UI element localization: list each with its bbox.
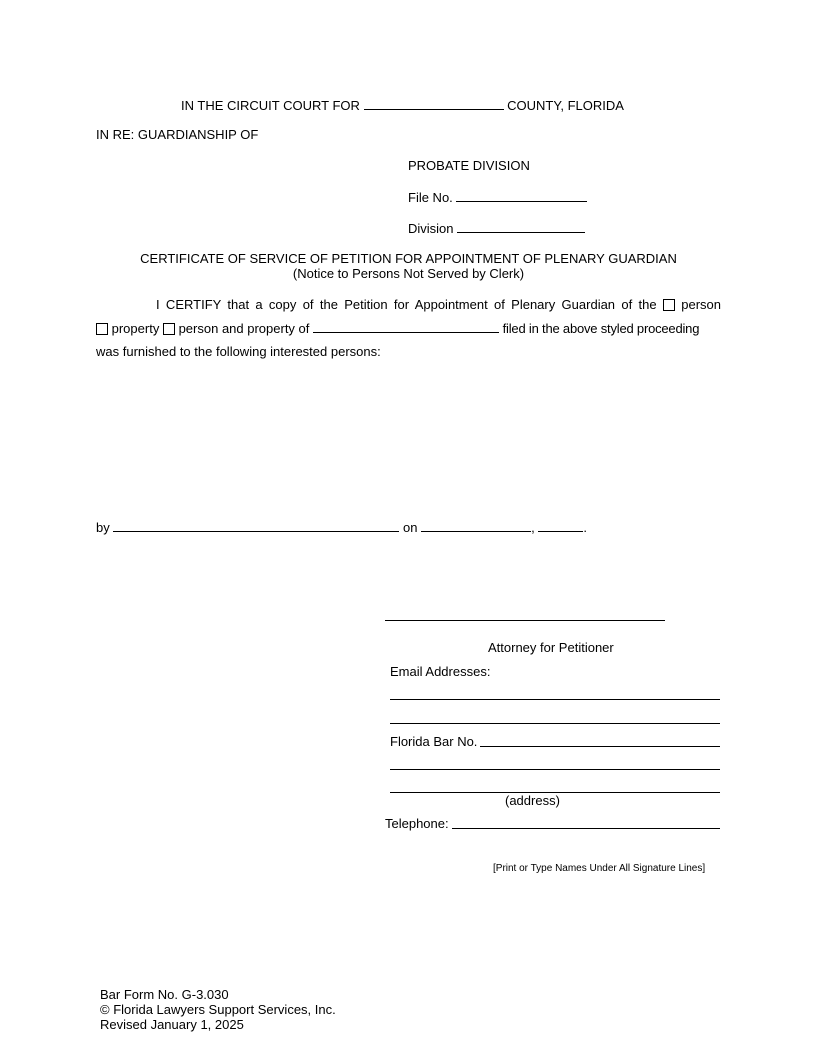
division-row — [408, 220, 585, 236]
served-by-blank[interactable] — [113, 519, 399, 532]
certify-line-1 — [156, 297, 721, 312]
footer-copyright: © Florida Lawyers Support Services, Inc. — [100, 1002, 336, 1017]
checkbox-person[interactable] — [663, 299, 675, 311]
file-no-label: File No. — [408, 190, 453, 205]
telephone-label: Telephone: — [385, 816, 449, 831]
court-caption — [181, 97, 624, 113]
bar-no-label: Florida Bar No. — [390, 734, 478, 749]
print-names-note: [Print or Type Names Under All Signature Lines] — [493, 863, 706, 874]
certify-line-2-end: filed in the above styled proceeding — [502, 321, 700, 336]
option-person-and-property-label: person and property of — [178, 321, 310, 336]
address-label: (address) — [505, 793, 560, 808]
by-label: by — [96, 520, 110, 535]
service-line — [96, 519, 587, 535]
county-blank[interactable] — [364, 97, 504, 110]
date-period: . — [583, 520, 587, 535]
footer-revised: Revised January 1, 2025 — [100, 1017, 244, 1032]
attorney-label: Attorney for Petitioner — [488, 640, 614, 655]
date-comma: , — [531, 520, 535, 535]
probate-division-title: PROBATE DIVISION — [408, 158, 530, 173]
court-caption-suffix: COUNTY, FLORIDA — [507, 98, 624, 113]
division-label: Division — [408, 221, 454, 236]
email-line-2[interactable] — [390, 723, 720, 724]
signature-line[interactable] — [385, 620, 665, 621]
option-property-label: property — [111, 321, 160, 336]
division-blank[interactable] — [457, 220, 585, 233]
file-no-row — [408, 189, 587, 205]
service-date-blank[interactable] — [421, 519, 531, 532]
document-title: CERTIFICATE OF SERVICE OF PETITION FOR APPOINTMENT OF PLENARY GUARDIAN — [140, 251, 677, 266]
email-line-1[interactable] — [390, 699, 720, 700]
certify-text: I CERTIFY that a copy of the Petition for Appointment of Plenary Guardian of the — [156, 297, 657, 312]
option-person-label: person — [681, 297, 721, 312]
address-line-1[interactable] — [390, 769, 720, 770]
email-label: Email Addresses: — [390, 664, 491, 679]
checkbox-property[interactable] — [96, 323, 108, 335]
in-re-label: IN RE: GUARDIANSHIP OF — [96, 127, 259, 142]
bar-no-line[interactable] — [480, 746, 720, 747]
footer-form-no: Bar Form No. G-3.030 — [100, 987, 229, 1002]
service-year-blank[interactable] — [538, 519, 583, 532]
file-no-blank[interactable] — [456, 189, 587, 202]
ward-name-blank[interactable] — [313, 320, 499, 333]
certify-line-2 — [96, 320, 721, 336]
document-subtitle: (Notice to Persons Not Served by Clerk) — [292, 266, 525, 281]
checkbox-person-and-property[interactable] — [163, 323, 175, 335]
on-label: on — [402, 520, 418, 535]
certify-line-3: was furnished to the following interested persons: — [96, 344, 381, 359]
telephone-line[interactable] — [452, 828, 720, 829]
court-caption-prefix: IN THE CIRCUIT COURT FOR — [181, 98, 360, 113]
